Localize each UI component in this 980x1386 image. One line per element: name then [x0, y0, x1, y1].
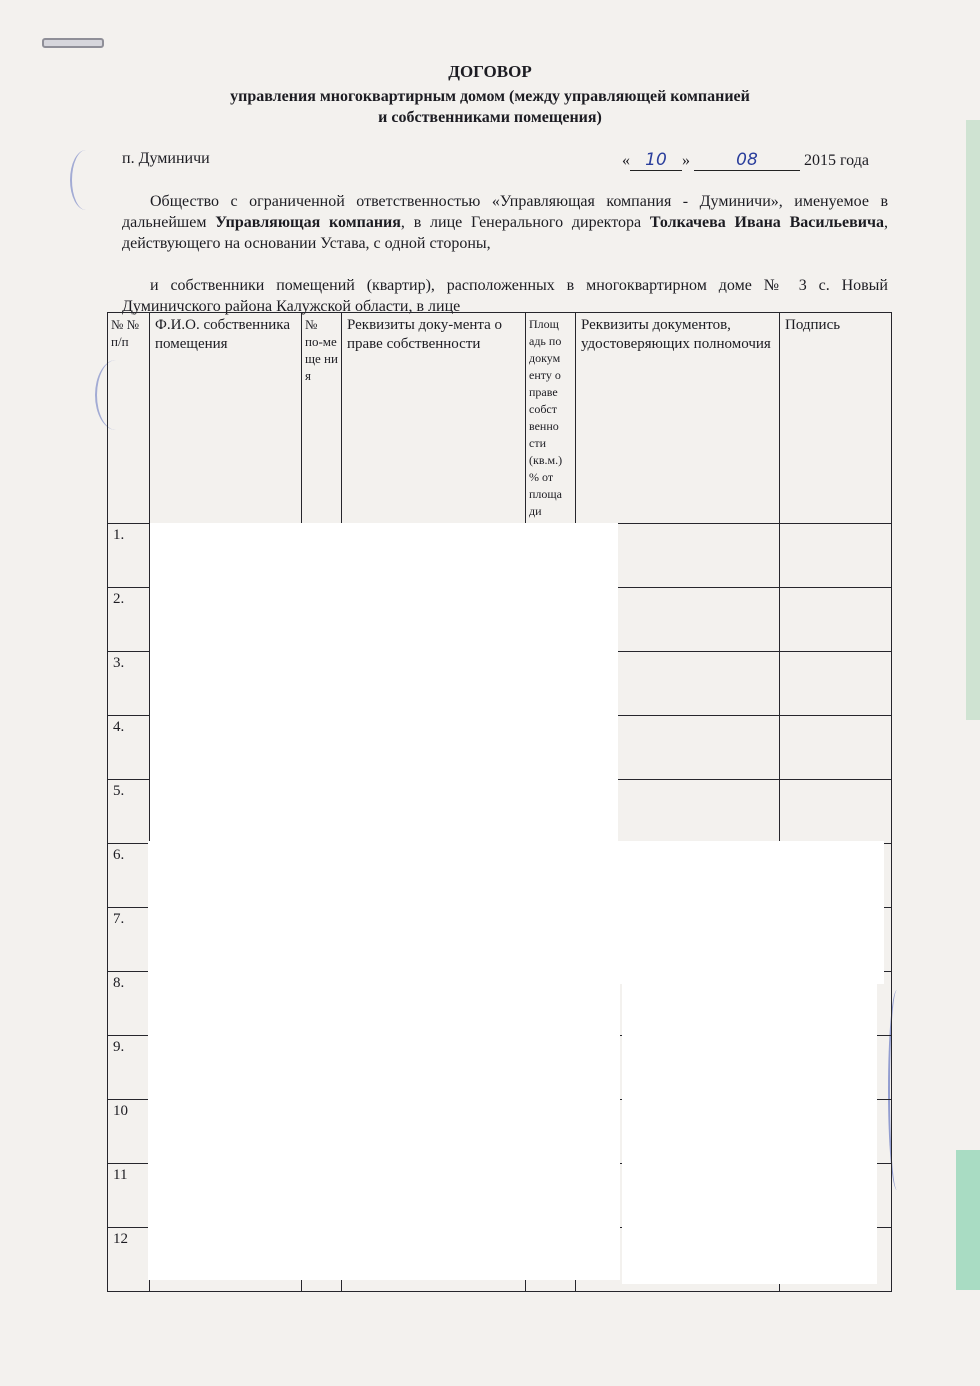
- header-area: Площ адь по докум енту о праве собст венно сти (кв.м.) % от площа ди: [526, 313, 576, 524]
- row-number: 11: [108, 1164, 150, 1228]
- redaction-block: [148, 841, 884, 984]
- document-title: ДОГОВОР: [448, 62, 532, 81]
- date-close-quote: »: [682, 152, 690, 169]
- page-edge-tab: [966, 120, 980, 720]
- header-row-number: № № п/п: [108, 313, 150, 524]
- paragraph-text: , в лице Генерального директора: [400, 214, 650, 231]
- handwriting-scribble: [70, 150, 102, 210]
- row-number: 9.: [108, 1036, 150, 1100]
- row-number: 4.: [108, 716, 150, 780]
- company-role-bold: Управляющая компания: [215, 214, 401, 231]
- owners-paragraph: и собственники помещений (квартир), расположенных в многоквартирном доме № 3 с. Новый Думиничского района Калужской области, в лице: [122, 277, 888, 315]
- date-year: 2015 года: [804, 152, 869, 169]
- row-number: 2.: [108, 588, 150, 652]
- date-month-handwritten: 08: [736, 150, 758, 170]
- contract-date: [622, 150, 869, 171]
- redaction-block: [150, 523, 618, 841]
- row-number: 1.: [108, 524, 150, 588]
- paragraph-text: , действующего на основании Устава, с одной стороны,: [122, 214, 888, 252]
- subtitle-line-2: и собственниками помещения): [378, 109, 602, 126]
- date-day-handwritten: 10: [645, 150, 667, 170]
- row-number: 5.: [108, 780, 150, 844]
- staple-mark: [42, 38, 104, 48]
- redaction-block: [622, 984, 877, 1284]
- header-authority-documents: Реквизиты документов, удостоверяющих полномочия: [576, 313, 780, 524]
- contract-place: п. Думиничи: [122, 150, 210, 167]
- table-header-row: [108, 313, 892, 524]
- row-number: 8.: [108, 972, 150, 1036]
- row-number: 12: [108, 1228, 150, 1292]
- redaction-block: [148, 984, 620, 1280]
- date-open-quote: «: [622, 152, 630, 169]
- document-subtitle: [0, 86, 980, 128]
- paragraph-text: Общество с ограниченной ответственностью «Управляющая компания - Думиничи», именуемое в дальнейшем: [122, 193, 888, 231]
- contract-party-paragraph: [122, 191, 888, 254]
- row-number: 7.: [108, 908, 150, 972]
- header-apartment-number: № по-ме ще ни я: [302, 313, 342, 524]
- page-edge-tab: [956, 1150, 980, 1290]
- header-owner-name: Ф.И.О. собственника помещения: [150, 313, 302, 524]
- row-number: 10: [108, 1100, 150, 1164]
- row-number: 3.: [108, 652, 150, 716]
- subtitle-line-1: управления многоквартирным домом (между управляющей компанией: [230, 88, 750, 105]
- header-ownership-document: Реквизиты доку-мента о праве собственности: [342, 313, 526, 524]
- header-signature: Подпись: [780, 313, 892, 524]
- director-name-bold: Толкачева Ивана Васильевича: [649, 214, 884, 231]
- row-number: 6.: [108, 844, 150, 908]
